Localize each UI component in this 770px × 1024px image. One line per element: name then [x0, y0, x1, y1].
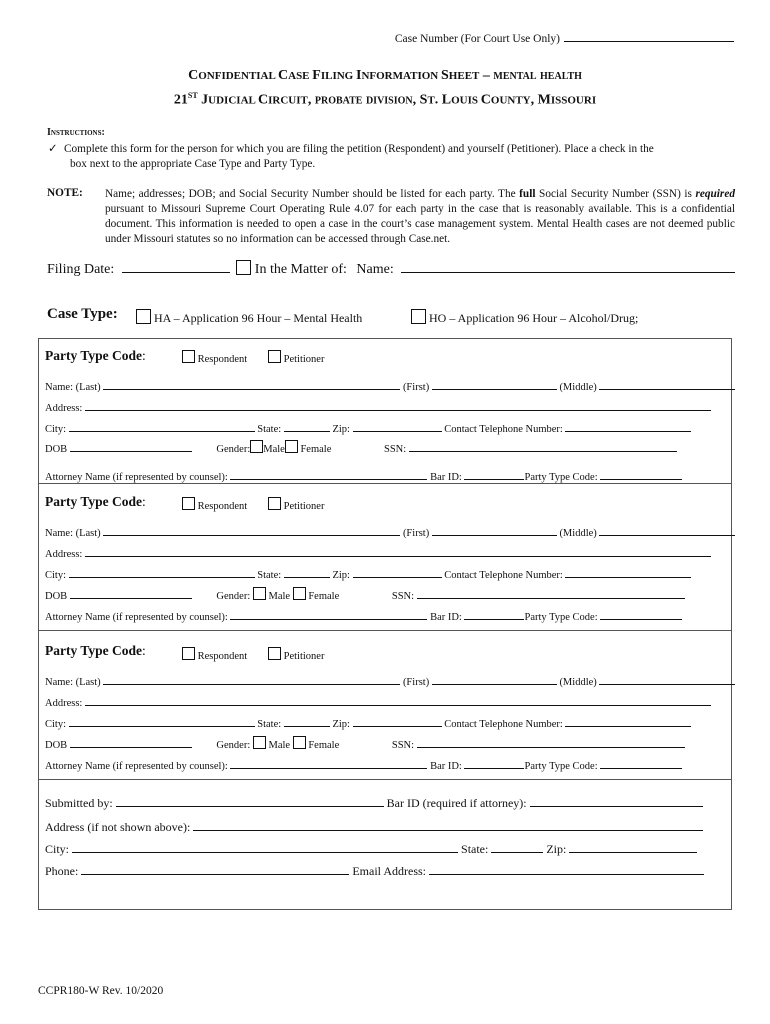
party-3-attorney-input[interactable]	[230, 755, 427, 769]
party-3-middle-name-input[interactable]	[599, 671, 735, 685]
party-3-first-name-input[interactable]	[432, 671, 557, 685]
party-2-first-name-input[interactable]	[432, 522, 557, 536]
party-3-type-code-label: Party Type Code:	[45, 643, 146, 658]
submitter-city-input[interactable]	[72, 839, 458, 853]
party-3-dob-input[interactable]	[70, 734, 192, 748]
party-2-petitioner-option: Petitioner	[268, 497, 324, 512]
matter-name-input[interactable]	[401, 259, 735, 273]
case-number-field	[395, 30, 734, 45]
form-title	[0, 66, 770, 111]
party-3-city-row: City: State: Zip: Contact Telephone Number:	[45, 713, 691, 730]
case-type-ho-label: HO – Application 96 Hour – Alcohol/Drug;	[429, 311, 639, 325]
party-1-address-row: Address:	[45, 397, 711, 414]
party-3-respondent-option: Respondent	[182, 647, 247, 662]
case-type-ho-checkbox[interactable]	[411, 309, 426, 324]
party-1-city-input[interactable]	[69, 418, 255, 432]
party-3-respondent-checkbox[interactable]	[182, 647, 195, 660]
case-type-ha-label: HA – Application 96 Hour – Mental Health	[154, 311, 363, 325]
note-label: NOTE:	[47, 187, 83, 199]
party-1-petitioner-option: Petitioner	[268, 350, 324, 365]
party-2-female-checkbox[interactable]	[293, 587, 306, 600]
matter-label: In the Matter of:	[254, 262, 347, 277]
party-2-attorney-input[interactable]	[230, 606, 427, 620]
case-type-ho	[411, 309, 638, 326]
title-line-2: 21ST JUDICIAL CIRCUIT, probate division, ST. LOUIS COUNTY, MISSOURI	[173, 91, 597, 108]
filing-date-input[interactable]	[122, 259, 230, 273]
filing-row	[47, 259, 735, 278]
party-2-address-row: Address:	[45, 543, 711, 560]
form-id-footer: CCPR180-W Rev. 10/2020	[38, 985, 164, 997]
party-3-name-row: Name: (Last) (First) (Middle)	[45, 671, 735, 688]
party-2-dob-row: DOB Gender: Male Female SSN:	[45, 585, 685, 602]
party-1-male-checkbox[interactable]	[250, 440, 263, 453]
party-2-address-input[interactable]	[85, 543, 711, 557]
party-2-male-checkbox[interactable]	[253, 587, 266, 600]
party-2-name-row: Name: (Last) (First) (Middle)	[45, 522, 735, 539]
party-1-attorney-input[interactable]	[230, 466, 427, 480]
party-1-party-type-code-input[interactable]	[600, 466, 682, 480]
party-2-middle-name-input[interactable]	[599, 522, 735, 536]
submitter-city-row: City: State: Zip:	[45, 839, 697, 857]
submitter-email-input[interactable]	[429, 861, 704, 875]
submitter-phone-input[interactable]	[81, 861, 349, 875]
party-1-state-input[interactable]	[284, 418, 330, 432]
submitter-zip-input[interactable]	[569, 839, 697, 853]
party-1-bar-id-input[interactable]	[464, 466, 524, 480]
submitted-by-input[interactable]	[116, 793, 384, 807]
party-3-female-checkbox[interactable]	[293, 736, 306, 749]
party-1-type-code-label: Party Type Code:	[45, 348, 146, 363]
submitter-state-input[interactable]	[491, 839, 543, 853]
case-type-ha	[136, 309, 362, 326]
party-1-address-input[interactable]	[85, 397, 711, 411]
party-1-dob-row: DOB Gender: Male Female SSN:	[45, 438, 677, 455]
party-3-male-checkbox[interactable]	[253, 736, 266, 749]
submitter-address-row: Address (if not shown above):	[45, 817, 703, 835]
filing-date-label: Filing Date:	[47, 262, 115, 277]
party-3-attorney-row: Attorney Name (if represented by counsel): Bar ID: Party Type Code:	[45, 755, 682, 772]
submitter-phone-row: Phone: Email Address:	[45, 861, 704, 879]
party-1-middle-name-input[interactable]	[599, 376, 735, 390]
matter-name-label: Name:	[356, 262, 394, 277]
party-3-state-input[interactable]	[284, 713, 330, 727]
case-type-ha-checkbox[interactable]	[136, 309, 151, 324]
matter-checkbox[interactable]	[236, 260, 251, 275]
party-2-zip-input[interactable]	[353, 564, 442, 578]
party-1-female-checkbox[interactable]	[285, 440, 298, 453]
party-1-respondent-option: Respondent	[182, 350, 247, 365]
submitted-by-row: Submitted by: Bar ID (required if attorney):	[45, 793, 703, 811]
case-number-label: Case Number (For Court Use Only)	[394, 33, 560, 45]
party-3-last-name-input[interactable]	[103, 671, 400, 685]
party-3-petitioner-checkbox[interactable]	[268, 647, 281, 660]
party-3-zip-input[interactable]	[353, 713, 442, 727]
party-3-city-input[interactable]	[69, 713, 255, 727]
party-1-petitioner-checkbox[interactable]	[268, 350, 281, 363]
party-3-dob-row: DOB Gender: Male Female SSN:	[45, 734, 685, 751]
submitter-bar-id-input[interactable]	[530, 793, 703, 807]
party-3-petitioner-option: Petitioner	[268, 647, 324, 662]
party-1-dob-input[interactable]	[70, 438, 192, 452]
party-1-zip-input[interactable]	[353, 418, 442, 432]
party-2-party-type-code-input[interactable]	[600, 606, 682, 620]
party-2-ssn-input[interactable]	[417, 585, 685, 599]
title-line-1: CONFIDENTIAL CASE FILING INFORMATION SHEET – mental health	[188, 68, 582, 83]
party-3-phone-input[interactable]	[565, 713, 691, 727]
instructions-text: ✓ Complete this form for the person for which you are filing the petition (Respondent) and yourself (Petitioner). Place a check in the box next to the appropriate Case Type and Party Type.	[48, 143, 654, 170]
party-3-address-row: Address:	[45, 692, 711, 709]
party-2-city-input[interactable]	[69, 564, 255, 578]
party-2-state-input[interactable]	[284, 564, 330, 578]
party-3-bar-id-input[interactable]	[464, 755, 524, 769]
party-2-last-name-input[interactable]	[103, 522, 400, 536]
submitter-address-input[interactable]	[193, 817, 703, 831]
note-text: Name; addresses; DOB; and Social Security Number should be listed for each party. The full Social Security Number (SSN) is required pursuant to Missouri Supreme Court Operating Rule 4.07 for each party in the case that is reasonably available. This is a confidential document. This information is needed to open a case in the court’s case management system. Mental Health cases are not deemed public under Missouri statutes so no information can be accessed through Case.net.	[105, 188, 735, 245]
case-number-input[interactable]	[564, 30, 734, 42]
party-2-bar-id-input[interactable]	[464, 606, 524, 620]
party-1-city-row: City: State: Zip: Contact Telephone Number:	[45, 418, 691, 435]
party-1-last-name-input[interactable]	[103, 376, 400, 390]
party-1-name-row: Name: (Last) (First) (Middle)	[45, 376, 735, 393]
party-1-first-name-input[interactable]	[432, 376, 557, 390]
party-1-phone-input[interactable]	[565, 418, 691, 432]
case-type-label: Case Type:	[47, 306, 118, 322]
party-1-attorney-row: Attorney Name (if represented by counsel): Bar ID: Party Type Code:	[45, 466, 682, 483]
party-1-respondent-checkbox[interactable]	[182, 350, 195, 363]
party-2-city-row: City: State: Zip: Contact Telephone Number:	[45, 564, 691, 581]
party-2-respondent-checkbox[interactable]	[182, 497, 195, 510]
party-2-petitioner-checkbox[interactable]	[268, 497, 281, 510]
party-2-dob-input[interactable]	[70, 585, 192, 599]
party-3-party-type-code-input[interactable]	[600, 755, 682, 769]
check-mark-icon: ✓	[48, 143, 58, 155]
party-2-attorney-row: Attorney Name (if represented by counsel): Bar ID: Party Type Code:	[45, 606, 682, 623]
party-2-phone-input[interactable]	[565, 564, 691, 578]
party-1-ssn-input[interactable]	[409, 438, 677, 452]
party-2-respondent-option: Respondent	[182, 497, 247, 512]
instructions-heading: Instructions:	[47, 127, 105, 138]
party-3-address-input[interactable]	[85, 692, 711, 706]
party-3-ssn-input[interactable]	[417, 734, 685, 748]
party-2-type-code-label: Party Type Code:	[45, 494, 146, 509]
